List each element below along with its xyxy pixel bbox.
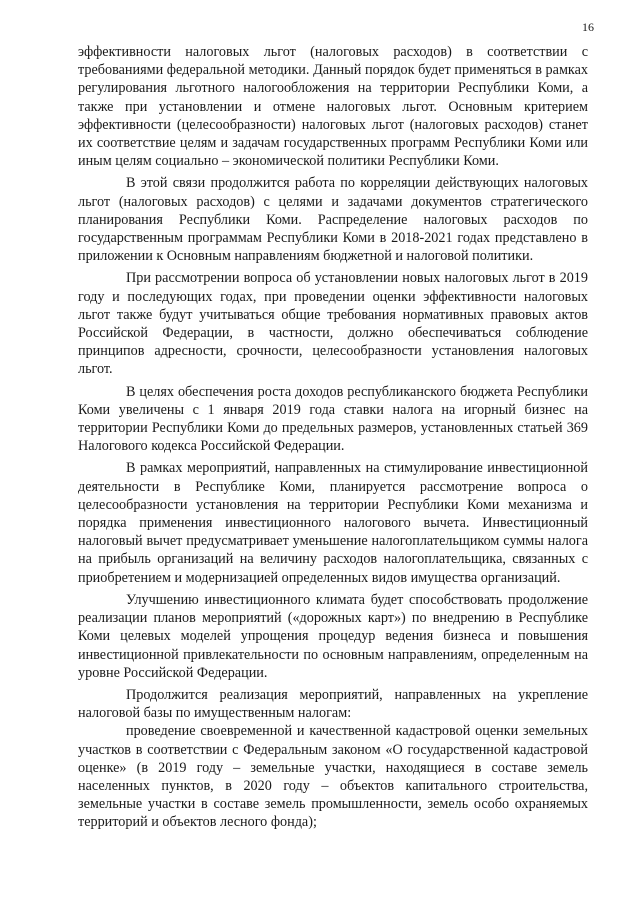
paragraph-tax-benefit-correlation: В этой связи продолжится работа по корреляции действующих налоговых льгот (налоговых расходов) с целями и задачами документов стратегического планирования Республики Коми. Распределение налоговых расходов по государственным программам Республики Коми в 2018-2021 годах представлено в приложении к Основным направлениям бюджетной и налоговой политики. (78, 175, 588, 265)
page-number: 16 (582, 20, 594, 34)
paragraph-gambling-tax: В целях обеспечения роста доходов республиканского бюджета Республики Коми увеличены с 1 января 2019 года ставки налога на игорный бизнес на территории Республики Коми до предельных размеров, установленных статьей 369 Налогового кодекса Российской Федерации. (78, 383, 588, 455)
paragraph-investment-climate: Улучшению инвестиционного климата будет способствовать продолжение реализации планов мероприятий («дорожных карт») по внедрению в Республике Коми целевых моделей упрощения процедур ведения бизнеса и повышения инвестиционной привлекательности по основным направлениям, определенным на уровне Российской Федерации. (78, 591, 588, 681)
paragraph-investment-deduction: В рамках мероприятий, направленных на стимулирование инвестиционной деятельности в Республике Коми, планируется рассмотрение вопроса о целесообразности установления на территории Республики Коми механизма и порядка применения инвестиционного налогового вычета. Инвестиционный налоговый вычет предусматривает уменьшение налогоплательщиком суммы налога на прибыль организаций на величину расходов налогоплательщика, связанных с приобретением и модернизацией определенных видов имущества организаций. (78, 460, 588, 586)
paragraph-new-tax-benefits: При рассмотрении вопроса об установлении новых налоговых льгот в 2019 году и последующих годах, при проведении оценки эффективности налоговых льгот также будут учитываться общие требования нормативных правовых актов Российской Федерации, в частности, должно обеспечиваться соблюдение принципов адресности, срочности, целесообразности установления налоговых льгот. (78, 270, 588, 378)
paragraph-property-tax-intro: Продолжится реализация мероприятий, направленных на укрепление налоговой базы по имущественным налогам: (78, 686, 588, 722)
paragraph-cadastral-valuation: проведение своевременной и качественной кадастровой оценки земельных участков в соответствии с Федеральным законом «О государственной кадастровой оценке» (в 2019 году – земельные участки, находящиеся в составе земель населенных пунктов, в 2020 году – объектов капитального строительства, земельные участки в составе земель промышленности, земель особо охраняемых территорий и объектов лесного фонда); (78, 723, 588, 831)
body-text (78, 43, 588, 836)
paragraph-continuation: эффективности налоговых льгот (налоговых расходов) в соответствии с требованиями федеральной методики. Данный порядок будет применяться в рамках регулирования льготного налогообложения на территории Республики Коми, а также при установлении и отмене налоговых льгот. Основным критерием эффективности (целесообразности) налоговых льгот (налоговых расходов) станет их соответствие целям и задачам государственных программ Республики Коми или иным целям социально – экономической политики Республики Коми. (78, 44, 588, 170)
